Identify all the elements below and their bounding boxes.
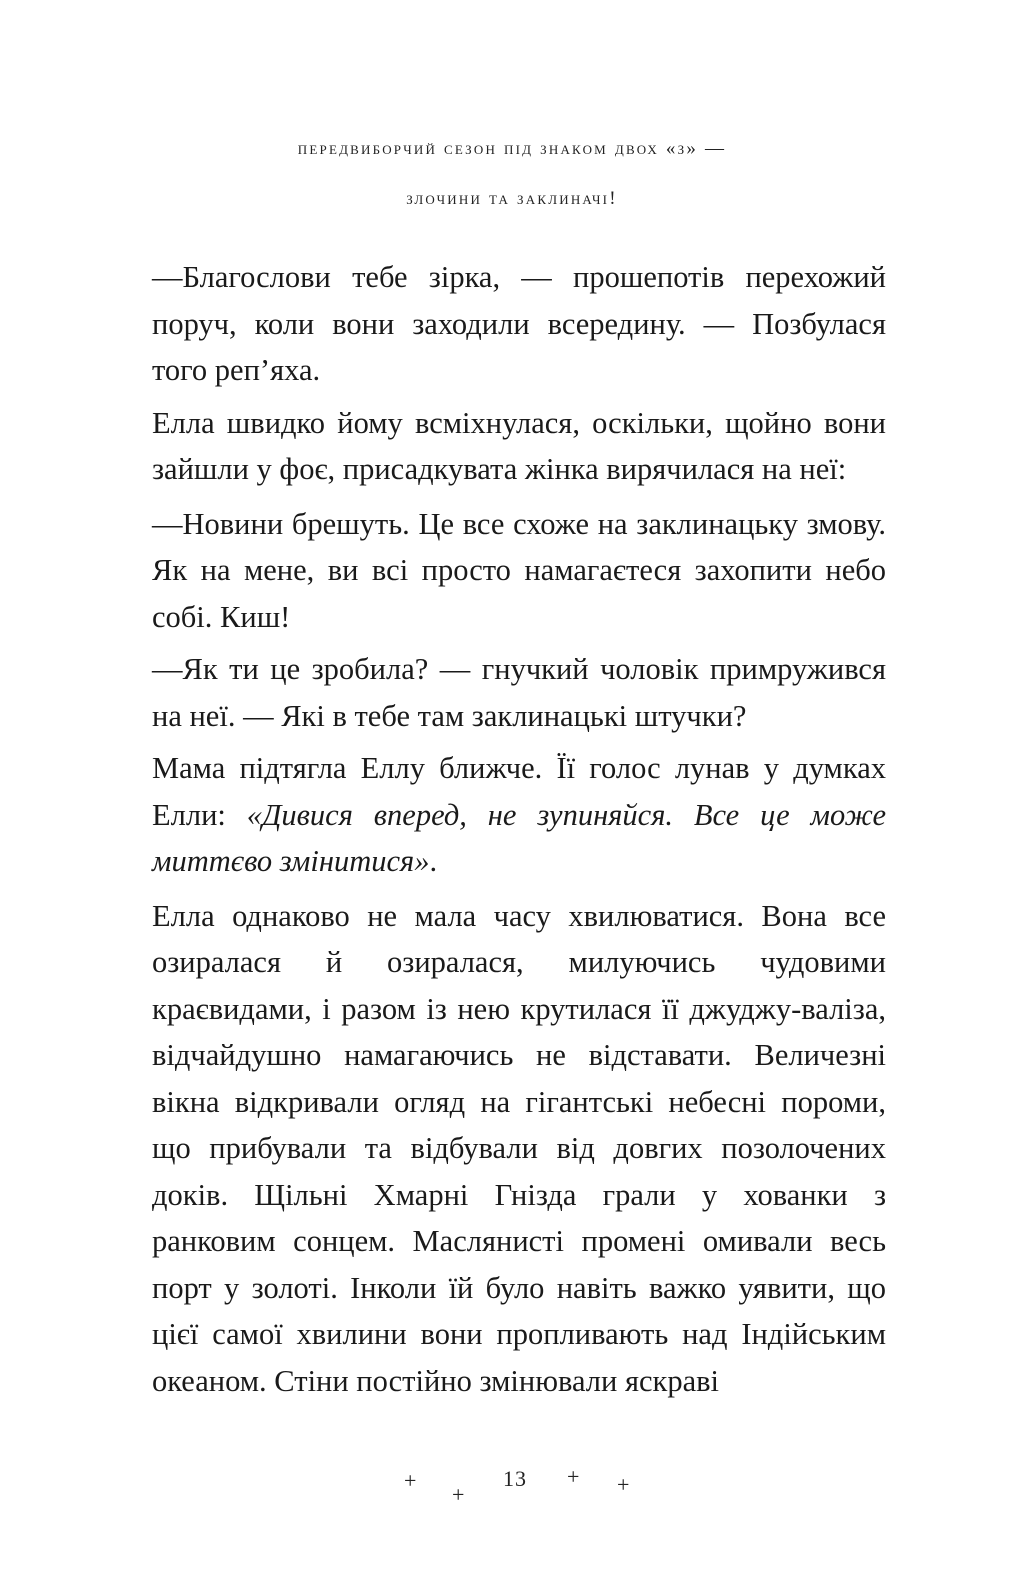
paragraph-2: Елла швидко йому всміхнулася, оскільки, щойно вони зайшли у фоє, присадкувата жінка вирячилася на неї: xyxy=(152,405,886,486)
paragraph-4: —Як ти це зробила? — гнучкий чоловік примружився на неї. — Які в тебе там заклинацькі штучки? xyxy=(152,652,886,733)
paragraph-3: —Новини брешуть. Це все схоже на заклинацьку змову. Як на мене, ви всі просто намагаєтеся захопити небо собі. Киш! xyxy=(152,506,886,634)
running-head-line-2: злочини та заклиначі! xyxy=(406,188,618,209)
paragraph-5-italic-quote: «Дивися вперед, не зупиняйся. Все це може миттєво змінитися» xyxy=(152,797,887,878)
paragraph-5 xyxy=(152,745,886,885)
paragraph-5-text-after: . xyxy=(429,844,438,878)
star-ornament-icon: + xyxy=(567,1464,580,1489)
running-head xyxy=(140,124,884,224)
star-ornament-icon: + xyxy=(617,1472,630,1497)
star-ornament-icon: + xyxy=(452,1482,465,1507)
page-number: 13 xyxy=(503,1466,527,1491)
running-head-line-1: передвиборчий сезон під знаком двох «з» — xyxy=(297,138,727,159)
star-ornament-icon: + xyxy=(404,1468,417,1493)
body-text xyxy=(152,254,886,1410)
paragraph-6: Елла однаково не мала часу хвилюватися. Вона все озиралася й озиралася, милуючись чудовими краєвидами, і разом із нею крутилася її джуджу-валіза, відчайдушно намагаючись не відставати. Величезні вікна відкривали огляд на гігантські небесні пороми, що прибували та відбували від довгих позолочених доків. Щільні Хмарні Гнізда грали у хованки з ранковим сонцем. Маслянисті промені омивали весь порт у золоті. Інколи їй було навіть важко уявити, що цієї самої хвилини вони пропливають над Індійським океаном. Стіни постійно змінювали яскраві xyxy=(152,898,886,1398)
paragraph-5-text-before: Мама підтягла Еллу ближче. Її голос лунав у думках Елли: xyxy=(152,751,886,832)
paragraph-1: —Благослови тебе зірка, — прошепотів перехожий поруч, коли вони заходили всередину. — Позбулася того реп’яха. xyxy=(152,260,886,387)
page-footer xyxy=(0,1464,1024,1507)
